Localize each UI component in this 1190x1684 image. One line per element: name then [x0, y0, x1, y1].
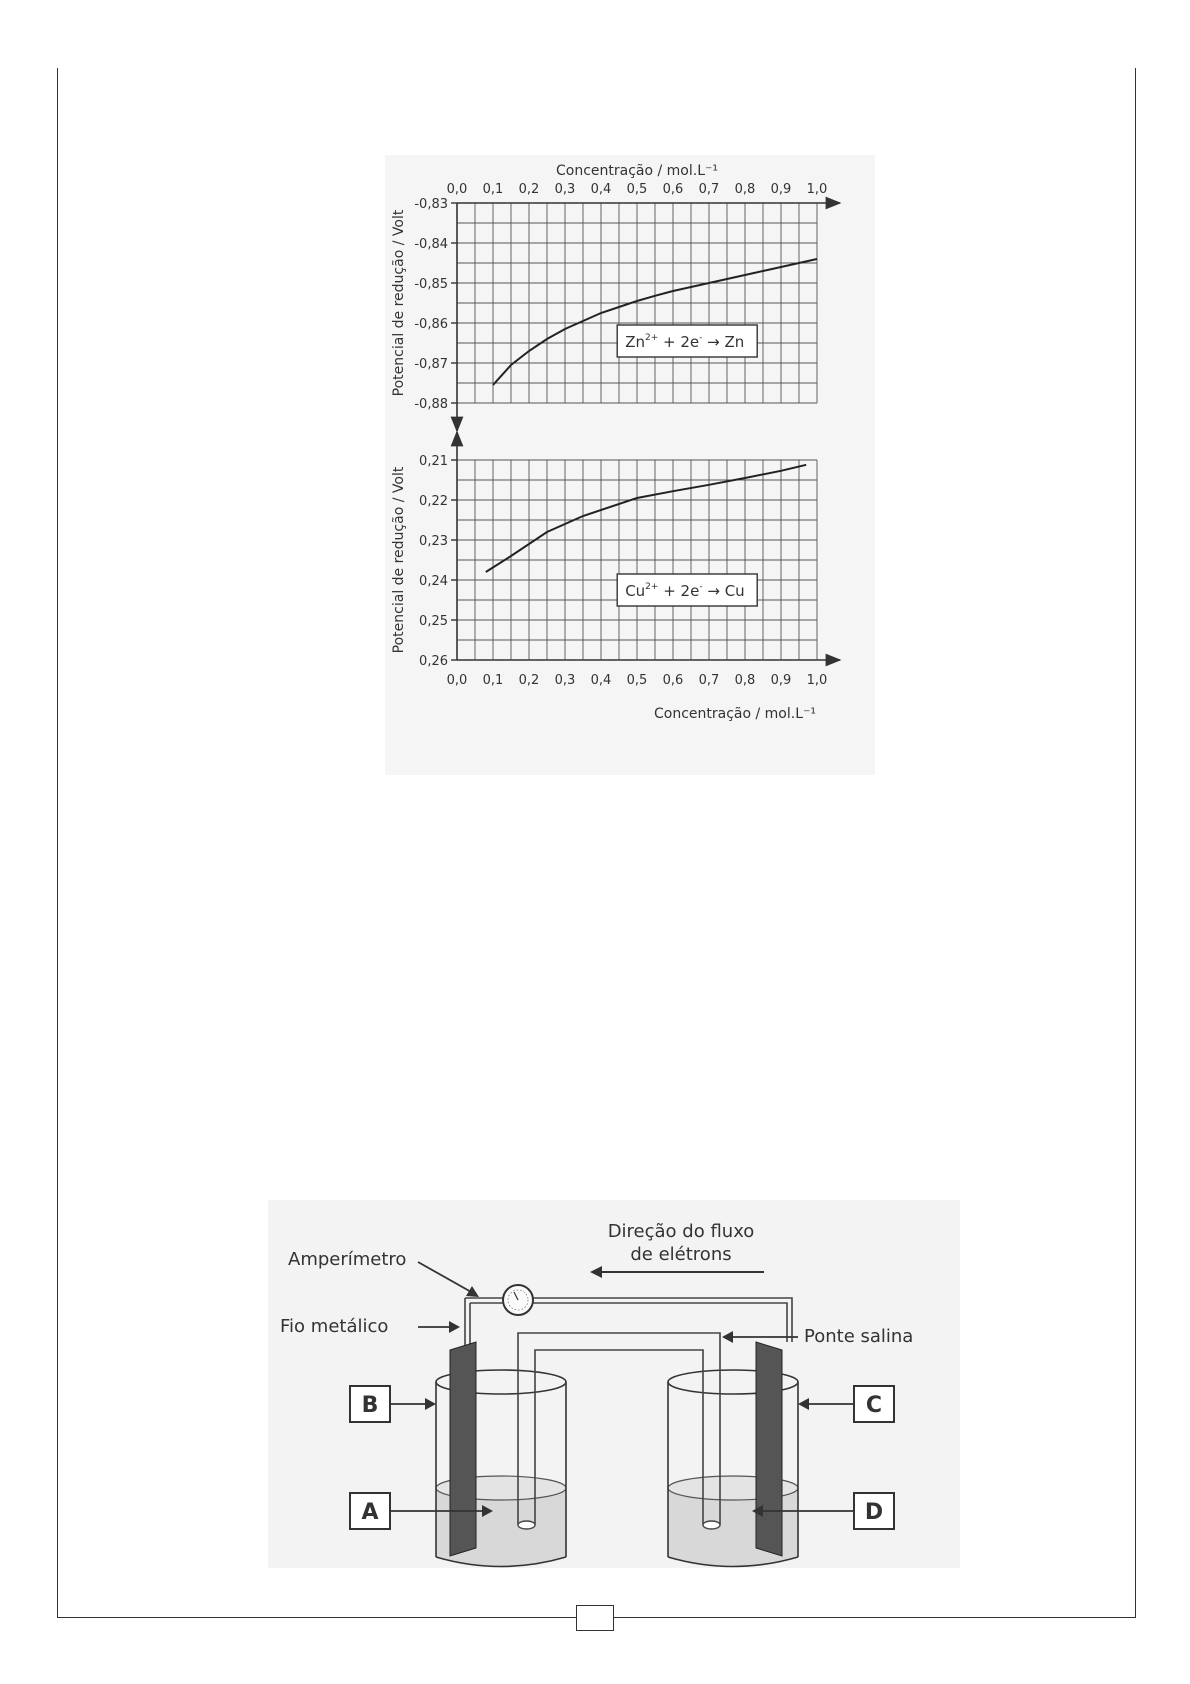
zinc-reduction-potential-x-axis-label: Concentração / mol.L⁻¹: [555, 163, 719, 179]
label-c: [798, 1386, 894, 1422]
zinc-reduction-potential-y-tick-label: -0,87: [414, 357, 448, 372]
copper-reduction-potential-x-tick-label: 0,9: [770, 673, 792, 688]
copper-reduction-potential-group: [391, 432, 840, 722]
zinc-reduction-potential-group: [391, 163, 840, 431]
page-number-box: [576, 1605, 614, 1631]
copper-reduction-potential-y-tick-label: 0,25: [419, 614, 448, 629]
copper-reduction-potential-x-tick-label: 1,0: [806, 673, 828, 688]
label-b: [350, 1386, 436, 1422]
right-electrode: [756, 1342, 782, 1556]
zinc-reduction-potential-x-tick-label: 0,3: [554, 182, 576, 197]
wire-pointer-arrowhead: [449, 1321, 460, 1333]
copper-reduction-potential-x-tick-label: 0,8: [734, 673, 756, 688]
zinc-reduction-potential-x-tick-label: 0,9: [770, 182, 792, 197]
copper-reduction-potential-y-tick-label: 0,24: [419, 574, 448, 589]
copper-reduction-potential-y-tick-label: 0,22: [419, 494, 448, 509]
zinc-reduction-potential-y-tick-label: -0,84: [414, 237, 448, 252]
copper-reduction-potential-x-tick-label: 0,6: [662, 673, 684, 688]
zinc-reduction-potential-x-tick-label: 0,2: [518, 182, 540, 197]
salt-bridge-label: Ponte salina: [804, 1326, 914, 1347]
zinc-reduction-potential-y-tick-label: -0,85: [414, 277, 448, 292]
zinc-reduction-potential-x-tick-label: 0,4: [590, 182, 612, 197]
ammeter-pointer-arrowhead: [466, 1286, 479, 1297]
zinc-reduction-potential-x-tick-label: 0,7: [698, 182, 720, 197]
flow-label-line1: Direção do fluxo: [607, 1221, 755, 1242]
copper-reduction-potential-x-tick-label: 0,3: [554, 673, 576, 688]
zinc-reduction-potential-y-tick-label: -0,83: [414, 197, 448, 212]
copper-reduction-potential-x-tick-label: 0,1: [482, 673, 504, 688]
label-c-text: C: [865, 1393, 883, 1418]
zinc-reduction-potential-y-tick-label: -0,88: [414, 397, 448, 412]
label-d-text: D: [864, 1500, 884, 1525]
copper-reduction-potential-x-tick-label: 0,5: [626, 673, 648, 688]
left-electrode: [450, 1342, 476, 1556]
zinc-reduction-potential-x-tick-label: 0,6: [662, 182, 684, 197]
copper-reduction-potential-y-tick-label: 0,26: [419, 654, 448, 669]
copper-reduction-potential-y-tick-label: 0,23: [419, 534, 448, 549]
zinc-reduction-potential-y-axis-label: Potencial de redução / Volt: [391, 209, 407, 397]
electron-flow-arrowhead: [590, 1266, 602, 1278]
zinc-reduction-potential-annotation-text: $Zn^{2+} + 2e^- \to Zn$: [625, 333, 745, 351]
copper-reduction-potential-y-axis-label: Potencial de redução / Volt: [391, 466, 407, 654]
ammeter-label: Amperímetro: [288, 1249, 407, 1270]
charts-svg: [385, 155, 875, 775]
zinc-reduction-potential-x-tick-label: 0,8: [734, 182, 756, 197]
wire-label: Fio metálico: [280, 1316, 389, 1337]
label-a-text: A: [361, 1500, 379, 1525]
copper-reduction-potential-x-tick-label: 0,0: [446, 673, 468, 688]
cell-svg: [268, 1200, 960, 1568]
copper-reduction-potential-x-tick-label: 0,4: [590, 673, 612, 688]
ammeter-pointer-line: [418, 1262, 473, 1293]
copper-reduction-potential-x-tick-label: 0,7: [698, 673, 720, 688]
label-b-text: B: [361, 1393, 379, 1418]
zinc-reduction-potential-x-tick-label: 0,0: [446, 182, 468, 197]
zinc-reduction-potential-x-tick-label: 1,0: [806, 182, 828, 197]
copper-reduction-potential-x-axis-label: Concentração / mol.L⁻¹: [653, 706, 817, 722]
flow-label-line2: de elétrons: [630, 1244, 732, 1265]
zinc-reduction-potential-x-tick-label: 0,5: [626, 182, 648, 197]
zinc-reduction-potential-x-tick-label: 0,1: [482, 182, 504, 197]
salt-bridge-pointer-arrowhead: [722, 1331, 733, 1343]
copper-reduction-potential-annotation-text: $Cu^{2+} + 2e^- \to Cu$: [625, 582, 745, 600]
ammeter-icon: [503, 1285, 533, 1315]
copper-reduction-potential-x-tick-label: 0,2: [518, 673, 540, 688]
copper-reduction-potential-series-line: [486, 465, 806, 572]
zinc-reduction-potential-y-tick-label: -0,86: [414, 317, 448, 332]
galvanic-cell-diagram: [268, 1200, 960, 1568]
copper-reduction-potential-y-tick-label: 0,21: [419, 454, 448, 469]
reduction-potential-charts: [385, 155, 875, 775]
